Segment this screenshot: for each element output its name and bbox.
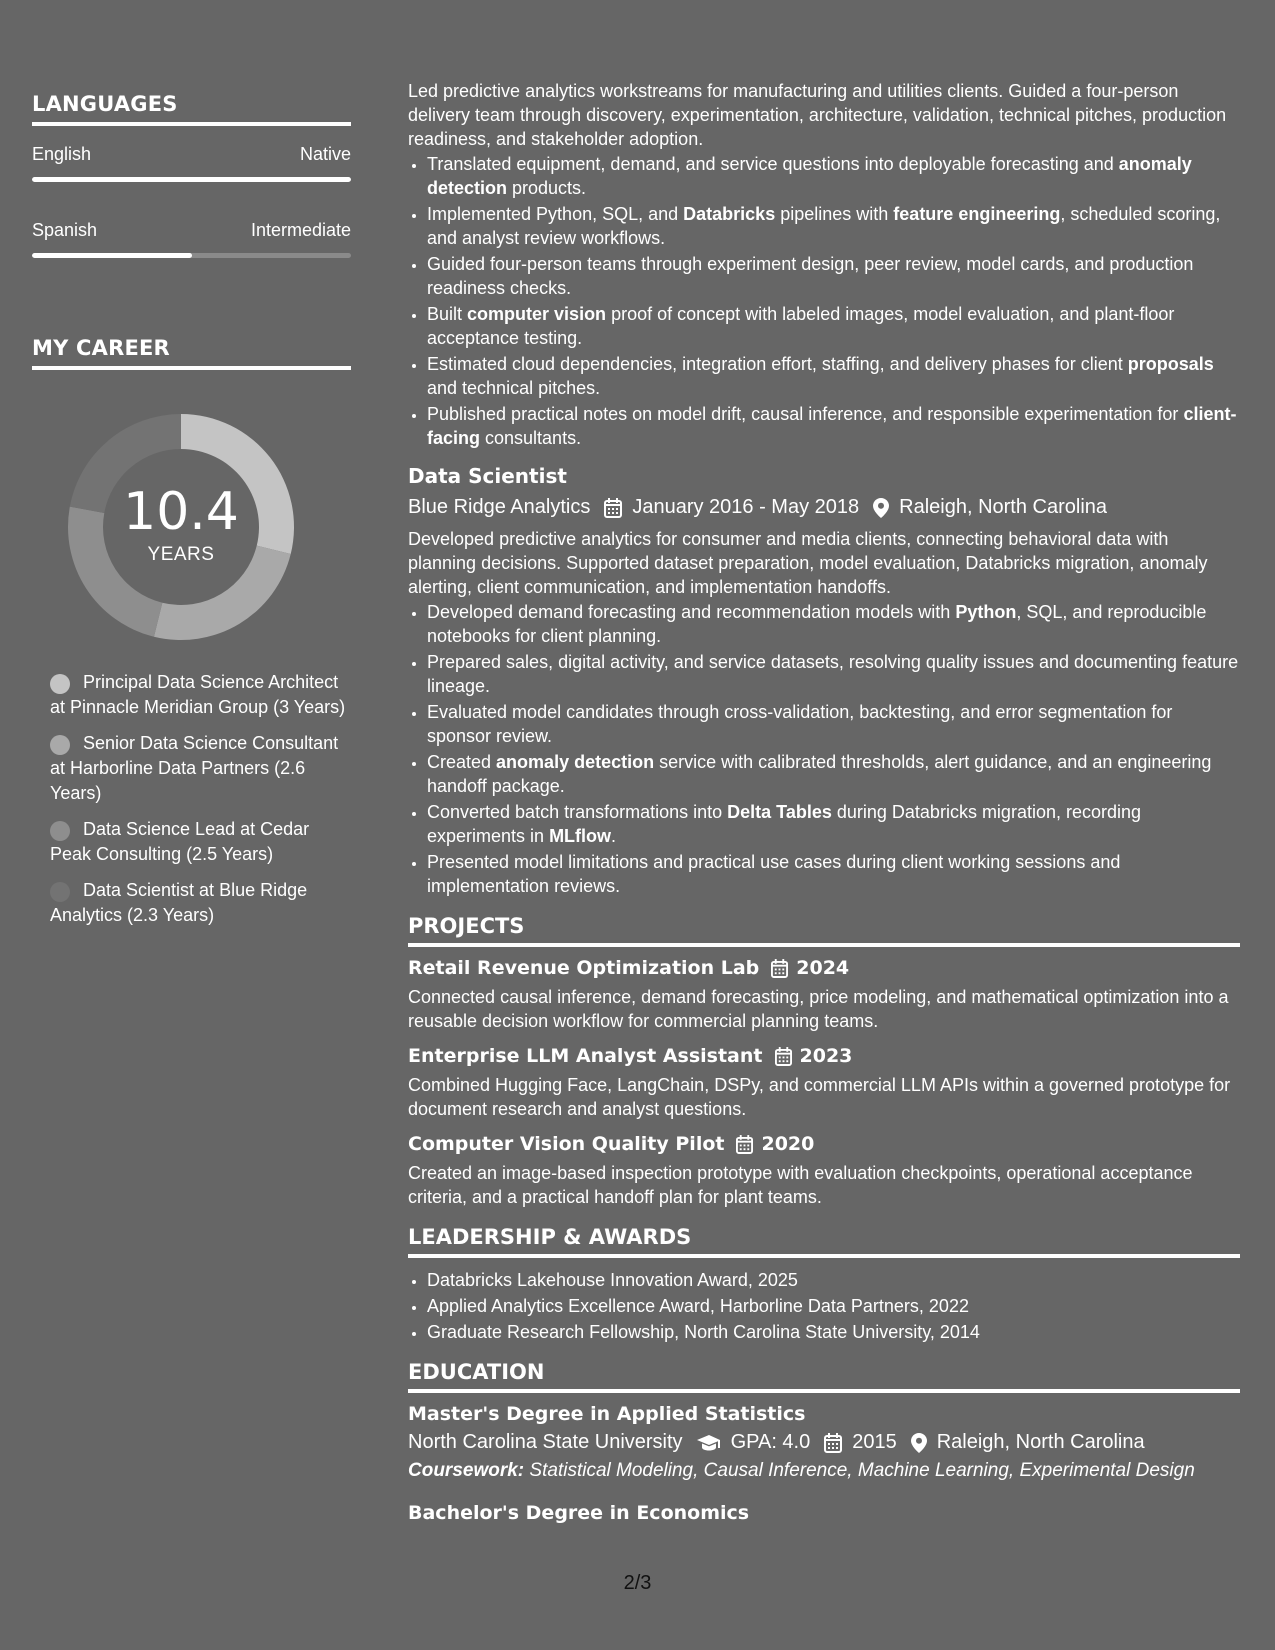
project-item xyxy=(408,1045,1240,1121)
legend-dot xyxy=(50,735,70,755)
job-dates: January 2016 - May 2018 xyxy=(632,496,860,518)
job-meta xyxy=(408,496,1240,519)
project-year: 2023 xyxy=(799,1045,853,1067)
awards-list xyxy=(408,1268,1240,1344)
career-legend-item: Senior Data Science Consultant at Harborline Data Partners (2.6 Years) xyxy=(50,733,339,803)
job-location: Raleigh, North Carolina xyxy=(899,496,1108,518)
award-item: • Applied Analytics Excellence Award, Harborline Data Partners, 2022 xyxy=(427,1294,1240,1318)
bullet-item: • Evaluated model candidates through cross-validation, backtesting, and error segmentation for sponsor review. xyxy=(427,700,1240,748)
job-bullets xyxy=(408,600,1240,898)
bullet-item: • Translated equipment, demand, and service questions into deployable forecasting and anomaly detection products. xyxy=(427,152,1240,200)
degree-name: Bachelor's Degree in Economics xyxy=(408,1502,750,1524)
project-year: 2020 xyxy=(761,1133,815,1155)
bullet-item: • Published practical notes on model drift, causal inference, and responsible experimentation for client-facing consultants. xyxy=(427,402,1240,450)
projects-title: PROJECTS xyxy=(408,914,1240,947)
degree-name: Master's Degree in Applied Statistics xyxy=(408,1403,806,1425)
career-legend-item: Data Scientist at Blue Ridge Analytics (2.3 Years) xyxy=(50,880,308,925)
language-bar xyxy=(32,177,351,182)
calendar-icon xyxy=(775,1047,792,1066)
page-number: 2/3 xyxy=(623,1572,652,1594)
company-name: Blue Ridge Analytics xyxy=(408,496,591,518)
school-name: North Carolina State University xyxy=(408,1431,683,1453)
education-meta xyxy=(408,1431,1240,1454)
language-name: Spanish xyxy=(32,220,98,240)
bullet-item: • Built computer vision proof of concept with labeled images, model evaluation, and plant-floor acceptance testing. xyxy=(427,302,1240,350)
language-bar-fill xyxy=(32,177,351,182)
languages-title: LANGUAGES xyxy=(32,92,351,126)
language-bar-fill xyxy=(32,253,192,258)
calendar-icon xyxy=(604,498,622,518)
bullet-item: • Converted batch transformations into Delta Tables during Databricks migration, recording experiments in MLflow. xyxy=(427,800,1240,848)
job-title: Data Scientist xyxy=(408,464,567,488)
bullet-item: • Guided four-person teams through experiment design, peer review, model cards, and production readiness checks. xyxy=(427,252,1240,300)
gpa: GPA: 4.0 xyxy=(730,1431,811,1453)
school-location: Raleigh, North Carolina xyxy=(936,1431,1145,1453)
project-item xyxy=(408,1133,1240,1209)
coursework-label: Coursework: xyxy=(408,1460,525,1481)
calendar-icon xyxy=(824,1433,842,1453)
awards-title: LEADERSHIP & AWARDS xyxy=(408,1225,1240,1258)
bullet-item: • Implemented Python, SQL, and Databricks pipelines with feature engineering, scheduled scoring, and analyst review workflows. xyxy=(427,202,1240,250)
location-pin-icon xyxy=(911,1433,927,1453)
language-level: Native xyxy=(299,144,351,164)
project-name: Computer Vision Quality Pilot xyxy=(408,1133,725,1155)
calendar-icon xyxy=(736,1135,753,1154)
job-bullets xyxy=(408,152,1240,450)
language-bar xyxy=(32,253,351,258)
project-description: Created an image-based inspection prototype with evaluation checkpoints, operational acceptance criteria, and a practical handoff plan for plant teams. xyxy=(408,1163,1193,1207)
donut-unit: YEARS xyxy=(147,544,215,565)
project-description: Connected causal inference, demand forecasting, price modeling, and mathematical optimization into a reusable decision workflow for commercial planning teams. xyxy=(408,987,1229,1031)
coursework: Coursework: Statistical Modeling, Causal Inference, Machine Learning, Experimental Design xyxy=(408,1460,1195,1481)
donut-total: 10.4 xyxy=(123,482,239,542)
career-donut-chart xyxy=(66,412,296,642)
project-item xyxy=(408,957,1240,1033)
legend-dot xyxy=(50,882,70,902)
project-description: Combined Hugging Face, LangChain, DSPy, and commercial LLM APIs within a governed prototype for document research and analyst questions. xyxy=(408,1075,1231,1119)
language-name: English xyxy=(32,144,92,164)
sidebar xyxy=(32,92,351,939)
language-level: Intermediate xyxy=(250,220,351,240)
award-item: • Databricks Lakehouse Innovation Award, 2025 xyxy=(427,1268,1240,1292)
project-year: 2024 xyxy=(796,957,850,979)
bullet-item: • Estimated cloud dependencies, integration effort, staffing, and delivery phases for client proposals and technical pitches. xyxy=(427,352,1240,400)
main-content xyxy=(408,79,1240,1524)
career-legend xyxy=(50,670,351,928)
graduation-year: 2015 xyxy=(852,1431,897,1453)
bullet-item: • Prepared sales, digital activity, and service datasets, resolving quality issues and documenting feature lineage. xyxy=(427,650,1240,698)
career-legend-item: Principal Data Science Architect at Pinnacle Meridian Group (3 Years) xyxy=(50,672,346,717)
legend-dot xyxy=(50,821,70,841)
career-title: MY CAREER xyxy=(32,336,351,370)
language-spanish xyxy=(32,220,351,258)
project-name: Enterprise LLM Analyst Assistant xyxy=(408,1045,763,1067)
education-title: EDUCATION xyxy=(408,1360,1240,1393)
job-summary: Developed predictive analytics for consumer and media clients, connecting behavioral data with planning decisions. Supported dataset preparation, model evaluation, Databricks migration, anomaly alerting, client communication, and implementation handoffs. xyxy=(408,529,1208,597)
job-summary: Led predictive analytics workstreams for manufacturing and utilities clients. Guided a four-person delivery team through discovery, experimentation, architecture, validation, technical pitches, production readiness, and stakeholder adoption. xyxy=(408,81,1227,149)
calendar-icon xyxy=(771,959,788,978)
location-pin-icon xyxy=(873,498,889,518)
language-english xyxy=(32,144,351,182)
bullet-item: • Presented model limitations and practical use cases during client working sessions and implementation reviews. xyxy=(427,850,1240,898)
bullet-item: • Created anomaly detection service with calibrated thresholds, alert guidance, and an engineering handoff package. xyxy=(427,750,1240,798)
project-name: Retail Revenue Optimization Lab xyxy=(408,957,760,979)
career-legend-item: Data Science Lead at Cedar Peak Consulting (2.5 Years) xyxy=(50,819,310,864)
bullet-item: • Developed demand forecasting and recommendation models with Python, SQL, and reproducible notebooks for client planning. xyxy=(427,600,1240,648)
graduation-cap-icon xyxy=(697,1434,721,1452)
award-item: • Graduate Research Fellowship, North Carolina State University, 2014 xyxy=(427,1320,1240,1344)
legend-dot xyxy=(50,674,70,694)
